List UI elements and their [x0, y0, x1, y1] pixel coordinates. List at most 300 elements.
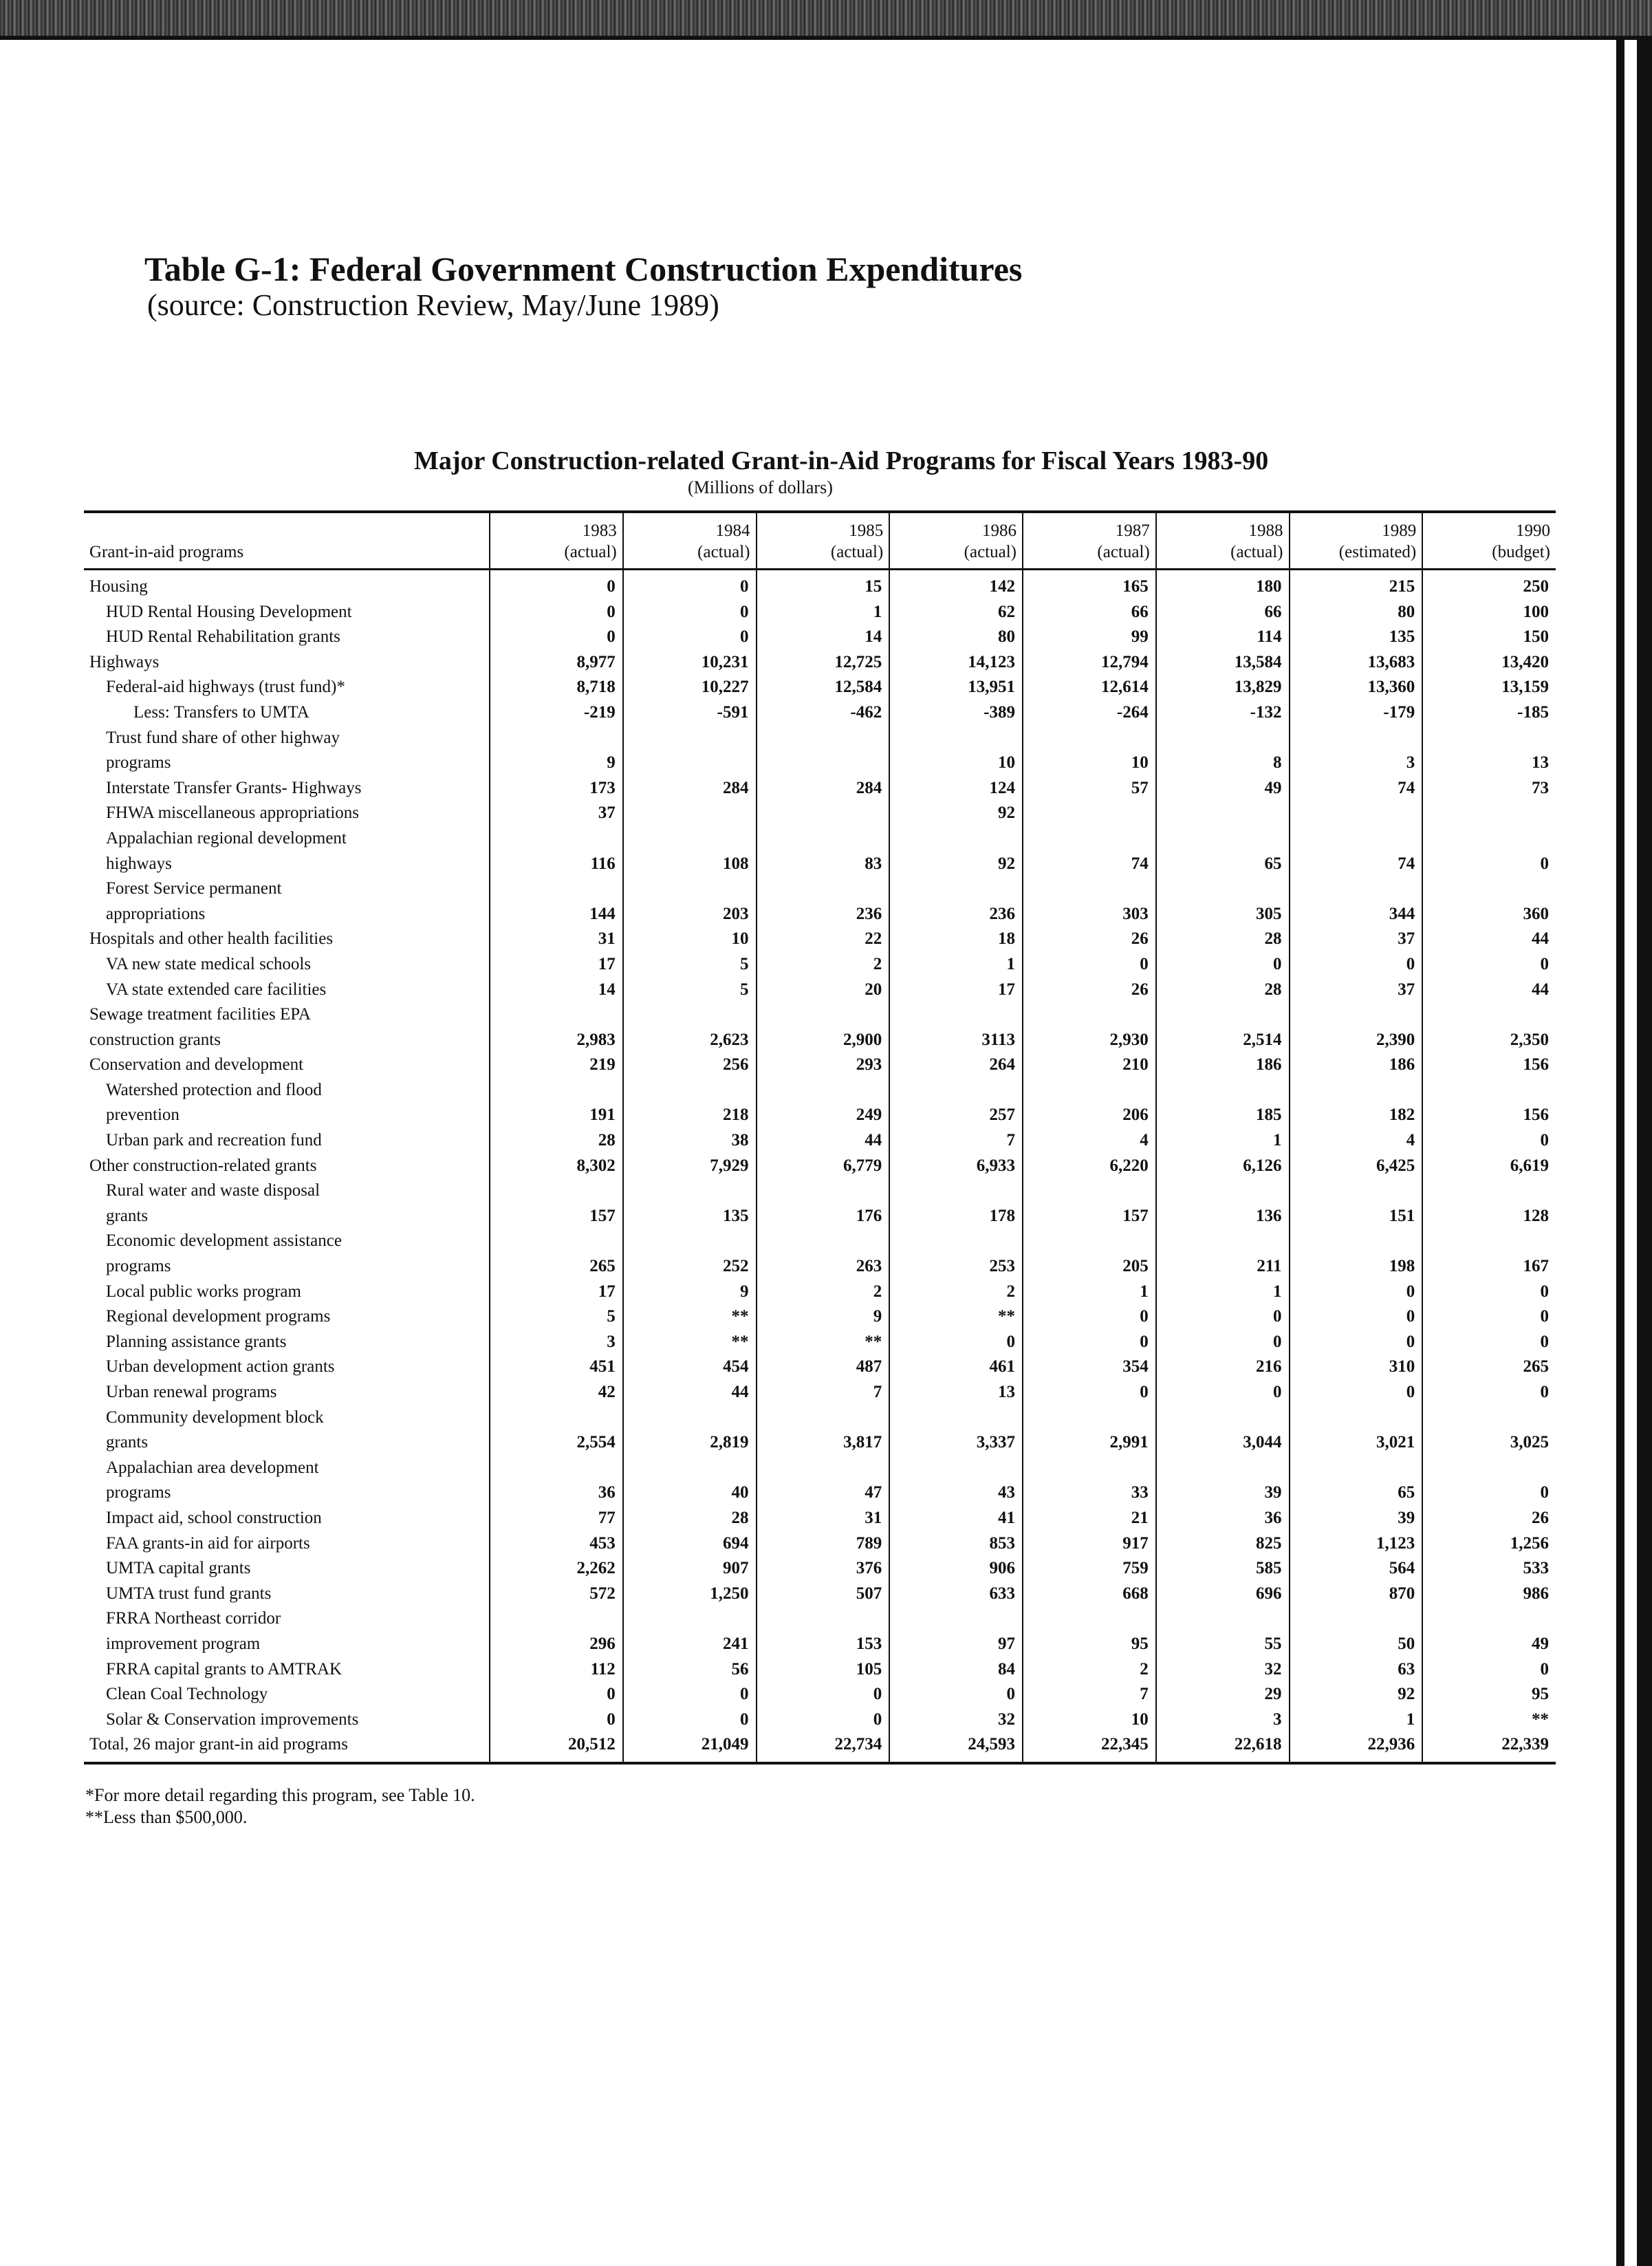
value-cell: 42 — [490, 1380, 623, 1405]
value-cell: 9 — [490, 751, 623, 776]
value-cell: 0 — [1023, 1330, 1156, 1355]
value-cell: 36 — [1156, 1506, 1290, 1531]
value-cell — [757, 826, 890, 852]
row-label: FAA grants-in aid for airports — [106, 1533, 310, 1553]
value-cell: 0 — [490, 625, 623, 650]
value-cell — [889, 1002, 1023, 1028]
row-label: programs — [106, 1483, 171, 1502]
value-cell: 17 — [490, 1280, 623, 1305]
value-cell: 2,514 — [1156, 1028, 1290, 1053]
value-cell: 9 — [757, 1304, 890, 1330]
value-cell: 533 — [1422, 1556, 1556, 1582]
value-cell: 22,339 — [1422, 1732, 1556, 1763]
value-cell: 198 — [1290, 1254, 1423, 1280]
row-label: Conservation and development — [89, 1055, 304, 1075]
value-cell: 2,623 — [623, 1028, 757, 1053]
value-cell: 14,123 — [889, 650, 1023, 676]
value-cell — [1422, 1456, 1556, 1481]
table-body — [84, 570, 1556, 1763]
table-row — [84, 570, 1556, 600]
value-cell: 12,584 — [757, 675, 890, 700]
value-cell: 4 — [1290, 1128, 1423, 1154]
value-cell: 249 — [757, 1103, 890, 1128]
value-cell: 4 — [1023, 1128, 1156, 1154]
table-row — [84, 1430, 1556, 1456]
value-cell — [757, 1229, 890, 1254]
value-cell — [623, 826, 757, 852]
value-cell: 1 — [757, 600, 890, 625]
value-cell: 668 — [1023, 1582, 1156, 1607]
value-cell: 22,345 — [1023, 1732, 1156, 1763]
value-cell: ** — [623, 1304, 757, 1330]
value-cell: 5 — [623, 952, 757, 978]
value-cell — [1023, 1405, 1156, 1431]
value-cell — [623, 876, 757, 902]
value-cell — [1422, 801, 1556, 826]
table-row — [84, 1606, 1556, 1632]
table-header — [84, 512, 1556, 570]
value-cell: 13,951 — [889, 675, 1023, 700]
value-cell: 7 — [1023, 1682, 1156, 1707]
value-cell: 13 — [889, 1380, 1023, 1405]
value-cell: 12,794 — [1023, 650, 1156, 676]
value-cell — [1023, 1078, 1156, 1103]
row-label: Urban development action grants — [106, 1357, 335, 1377]
value-cell — [1422, 1606, 1556, 1632]
table-row — [84, 1657, 1556, 1683]
value-cell: 66 — [1023, 600, 1156, 625]
row-label: programs — [106, 1257, 171, 1276]
value-cell: 0 — [1422, 1480, 1556, 1506]
value-cell: 0 — [1290, 1330, 1423, 1355]
value-cell — [490, 1002, 623, 1028]
row-label: programs — [106, 753, 171, 773]
value-cell — [1290, 876, 1423, 902]
row-label: Solar & Conservation improvements — [106, 1709, 359, 1729]
value-cell: 250 — [1422, 570, 1556, 600]
value-cell: 66 — [1156, 600, 1290, 625]
value-cell — [623, 1229, 757, 1254]
year-column-header — [889, 512, 1023, 570]
value-cell: 37 — [1290, 978, 1423, 1003]
row-label: Appalachian area development — [106, 1458, 319, 1477]
value-cell: 80 — [1290, 600, 1423, 625]
table-row — [84, 650, 1556, 676]
value-cell: 8,718 — [490, 675, 623, 700]
value-cell: 3113 — [889, 1028, 1023, 1053]
table-row — [84, 1480, 1556, 1506]
value-cell: 185 — [1156, 1103, 1290, 1128]
value-cell: 56 — [623, 1657, 757, 1683]
value-cell: 1,123 — [1290, 1531, 1423, 1557]
value-cell: 284 — [623, 776, 757, 801]
table-row — [84, 1178, 1556, 1204]
value-cell: 5 — [623, 978, 757, 1003]
value-cell: 215 — [1290, 570, 1423, 600]
value-cell: ** — [1422, 1707, 1556, 1733]
value-cell: 50 — [1290, 1632, 1423, 1657]
value-cell — [1156, 1178, 1290, 1204]
value-cell: 0 — [1422, 1128, 1556, 1154]
value-cell: 461 — [889, 1355, 1023, 1380]
value-cell: 257 — [889, 1103, 1023, 1128]
value-cell: 3 — [1156, 1707, 1290, 1733]
row-label: Economic development assistance — [106, 1231, 342, 1251]
value-cell: 0 — [623, 570, 757, 600]
value-cell: 135 — [623, 1204, 757, 1229]
value-cell: 186 — [1156, 1053, 1290, 1078]
value-cell: 28 — [1156, 927, 1290, 952]
value-cell: 191 — [490, 1103, 623, 1128]
table-row — [84, 600, 1556, 625]
value-cell — [889, 1078, 1023, 1103]
value-cell: 0 — [1290, 1304, 1423, 1330]
value-cell: 8,302 — [490, 1154, 623, 1179]
value-cell: 907 — [623, 1556, 757, 1582]
value-cell — [1422, 726, 1556, 751]
value-cell — [490, 1078, 623, 1103]
value-cell — [1023, 826, 1156, 852]
value-cell: 17 — [490, 952, 623, 978]
value-cell: 354 — [1023, 1355, 1156, 1380]
value-cell: 0 — [1290, 1280, 1423, 1305]
value-cell — [1290, 1606, 1423, 1632]
value-cell: 44 — [1422, 927, 1556, 952]
value-cell: 49 — [1156, 776, 1290, 801]
value-cell: 7 — [889, 1128, 1023, 1154]
column-year: 1984 — [715, 521, 750, 540]
value-cell: 3 — [490, 1330, 623, 1355]
value-cell: 694 — [623, 1531, 757, 1557]
value-cell: 15 — [757, 570, 890, 600]
value-cell: 0 — [623, 625, 757, 650]
table-row — [84, 1556, 1556, 1582]
value-cell: 37 — [1290, 927, 1423, 952]
value-cell: 917 — [1023, 1531, 1156, 1557]
value-cell: 40 — [623, 1480, 757, 1506]
year-column-header — [757, 512, 890, 570]
value-cell — [1156, 1456, 1290, 1481]
row-label: HUD Rental Rehabilitation grants — [106, 627, 340, 647]
value-cell: 74 — [1290, 852, 1423, 877]
table-row — [84, 1280, 1556, 1305]
value-cell — [1156, 801, 1290, 826]
value-cell: 63 — [1290, 1657, 1423, 1683]
year-column-header — [1156, 512, 1290, 570]
value-cell: 572 — [490, 1582, 623, 1607]
value-cell: 252 — [623, 1254, 757, 1280]
value-cell: 206 — [1023, 1103, 1156, 1128]
value-cell — [1156, 1405, 1290, 1431]
value-cell: 0 — [757, 1707, 890, 1733]
table-row — [84, 1002, 1556, 1028]
table-title: Major Construction-related Grant-in-Aid Programs for Fiscal Years 1983-90 — [414, 446, 1269, 475]
value-cell — [623, 1002, 757, 1028]
value-cell: 13,420 — [1422, 650, 1556, 676]
value-cell: 10,227 — [623, 675, 757, 700]
value-cell: ** — [757, 1330, 890, 1355]
value-cell: 2,900 — [757, 1028, 890, 1053]
value-cell: 6,619 — [1422, 1154, 1556, 1179]
value-cell: 236 — [889, 902, 1023, 927]
row-label: Forest Service permanent — [106, 879, 282, 898]
value-cell: 203 — [623, 902, 757, 927]
value-cell: 95 — [1422, 1682, 1556, 1707]
value-cell: 216 — [1156, 1355, 1290, 1380]
value-cell: 32 — [1156, 1657, 1290, 1683]
value-cell — [1290, 801, 1423, 826]
value-cell: 0 — [1290, 1380, 1423, 1405]
value-cell: ** — [623, 1330, 757, 1355]
value-cell — [889, 1456, 1023, 1481]
value-cell — [1422, 1002, 1556, 1028]
column-year: 1990 — [1516, 521, 1550, 540]
value-cell: 256 — [623, 1053, 757, 1078]
value-cell: 13,584 — [1156, 650, 1290, 676]
row-label: Less: Transfers to UMTA — [133, 702, 309, 722]
table-row — [84, 1355, 1556, 1380]
value-cell: 0 — [623, 1707, 757, 1733]
value-cell: 20,512 — [490, 1732, 623, 1763]
value-cell: 57 — [1023, 776, 1156, 801]
row-label: construction grants — [89, 1030, 221, 1049]
value-cell — [490, 1405, 623, 1431]
value-cell — [1156, 726, 1290, 751]
value-cell: 6,933 — [889, 1154, 1023, 1179]
value-cell: 219 — [490, 1053, 623, 1078]
value-cell: 1,256 — [1422, 1531, 1556, 1557]
value-cell — [889, 726, 1023, 751]
value-cell: 986 — [1422, 1582, 1556, 1607]
column-year: 1983 — [582, 521, 617, 540]
value-cell — [757, 1078, 890, 1103]
row-label: FRRA Northeast corridor — [106, 1609, 281, 1628]
value-cell — [757, 1405, 890, 1431]
value-cell: 156 — [1422, 1053, 1556, 1078]
value-cell: 13,683 — [1290, 650, 1423, 676]
value-cell: 95 — [1023, 1632, 1156, 1657]
value-cell: 264 — [889, 1053, 1023, 1078]
value-cell: 633 — [889, 1582, 1023, 1607]
value-cell: 39 — [1156, 1480, 1290, 1506]
value-cell: 128 — [1422, 1204, 1556, 1229]
value-cell: 2,390 — [1290, 1028, 1423, 1053]
value-cell: 97 — [889, 1632, 1023, 1657]
value-cell — [1023, 1229, 1156, 1254]
table-row — [84, 978, 1556, 1003]
value-cell: 10 — [623, 927, 757, 952]
row-label: Interstate Transfer Grants- Highways — [106, 778, 362, 797]
row-label: HUD Rental Housing Development — [106, 602, 352, 621]
value-cell: -179 — [1290, 700, 1423, 726]
value-cell: 14 — [757, 625, 890, 650]
value-cell: 186 — [1290, 1053, 1423, 1078]
value-cell: 0 — [757, 1682, 890, 1707]
value-cell: 33 — [1023, 1480, 1156, 1506]
value-cell: 65 — [1290, 1480, 1423, 1506]
row-label: VA new state medical schools — [106, 954, 312, 973]
value-cell — [623, 726, 757, 751]
value-cell: 3,817 — [757, 1430, 890, 1456]
value-cell — [1023, 1002, 1156, 1028]
value-cell: 0 — [1156, 1330, 1290, 1355]
value-cell — [1290, 1456, 1423, 1481]
value-cell: 9 — [623, 1280, 757, 1305]
row-label: Regional development programs — [106, 1307, 331, 1326]
value-cell: 74 — [1290, 776, 1423, 801]
table-row — [84, 700, 1556, 726]
value-cell: 26 — [1023, 927, 1156, 952]
value-cell: 2,819 — [623, 1430, 757, 1456]
column-year: 1985 — [849, 521, 884, 540]
year-column-header — [623, 512, 757, 570]
value-cell — [757, 751, 890, 776]
value-cell: 21,049 — [623, 1732, 757, 1763]
value-cell — [1023, 1456, 1156, 1481]
row-label: appropriations — [106, 904, 206, 923]
value-cell: 0 — [1023, 1380, 1156, 1405]
column-note: (estimated) — [1338, 543, 1417, 561]
value-cell: 10,231 — [623, 650, 757, 676]
table-row — [84, 826, 1556, 852]
value-cell: 6,425 — [1290, 1154, 1423, 1179]
value-cell — [1290, 1178, 1423, 1204]
value-cell: 151 — [1290, 1204, 1423, 1229]
value-cell: 26 — [1023, 978, 1156, 1003]
table-row — [84, 1380, 1556, 1405]
table-row — [84, 625, 1556, 650]
value-cell — [1422, 1229, 1556, 1254]
value-cell: 303 — [1023, 902, 1156, 927]
value-cell: 176 — [757, 1204, 890, 1229]
value-cell: 10 — [889, 751, 1023, 776]
table-row — [84, 1632, 1556, 1657]
scan-right-edge-outer — [1637, 40, 1652, 2266]
table-row — [84, 952, 1556, 978]
value-cell: 253 — [889, 1254, 1023, 1280]
value-cell: 0 — [1422, 1657, 1556, 1683]
value-cell — [889, 876, 1023, 902]
value-cell: 77 — [490, 1506, 623, 1531]
value-cell: 12,614 — [1023, 675, 1156, 700]
value-cell: 3,021 — [1290, 1430, 1423, 1456]
value-cell: 31 — [757, 1506, 890, 1531]
value-cell: 2 — [757, 952, 890, 978]
row-label: FHWA miscellaneous appropriations — [106, 803, 359, 823]
value-cell — [490, 876, 623, 902]
table-row — [84, 1732, 1556, 1763]
value-cell: 0 — [1023, 1304, 1156, 1330]
footnote-single-asterisk: *For more detail regarding this program, see Table 10. — [85, 1785, 475, 1805]
document-title: Table G-1: Federal Government Construction Expenditures — [144, 250, 1023, 288]
value-cell: 376 — [757, 1556, 890, 1582]
value-cell: 13,159 — [1422, 675, 1556, 700]
value-cell — [757, 1456, 890, 1481]
value-cell: 124 — [889, 776, 1023, 801]
table-row — [84, 1405, 1556, 1431]
value-cell: 182 — [1290, 1103, 1423, 1128]
table-row — [84, 1103, 1556, 1128]
value-cell — [757, 726, 890, 751]
value-cell: 585 — [1156, 1556, 1290, 1582]
value-cell — [1422, 1078, 1556, 1103]
row-label: Impact aid, school construction — [106, 1508, 322, 1527]
value-cell — [490, 1178, 623, 1204]
value-cell — [889, 1606, 1023, 1632]
value-cell: 3,025 — [1422, 1430, 1556, 1456]
value-cell: 13,829 — [1156, 675, 1290, 700]
row-label: Urban park and recreation fund — [106, 1131, 322, 1150]
value-cell: ** — [889, 1304, 1023, 1330]
value-cell — [889, 1178, 1023, 1204]
value-cell — [1422, 1405, 1556, 1431]
value-cell: 178 — [889, 1204, 1023, 1229]
value-cell: 31 — [490, 927, 623, 952]
scan-right-edge — [1616, 40, 1624, 2266]
value-cell — [757, 1002, 890, 1028]
value-cell: 265 — [1422, 1355, 1556, 1380]
table-row — [84, 1154, 1556, 1179]
row-label: Hospitals and other health facilities — [89, 929, 334, 949]
value-cell: 2,991 — [1023, 1430, 1156, 1456]
value-cell: 14 — [490, 978, 623, 1003]
value-cell: 825 — [1156, 1531, 1290, 1557]
table-row — [84, 801, 1556, 826]
grant-programs-table — [84, 510, 1556, 1765]
value-cell: 0 — [1023, 952, 1156, 978]
value-cell: 0 — [1422, 1330, 1556, 1355]
value-cell — [1156, 1078, 1290, 1103]
value-cell: 13,360 — [1290, 675, 1423, 700]
row-label: Community development block — [106, 1407, 324, 1427]
row-label: Local public works program — [106, 1282, 301, 1301]
value-cell — [1290, 826, 1423, 852]
value-cell: 29 — [1156, 1682, 1290, 1707]
year-column-header — [1422, 512, 1556, 570]
row-label: prevention — [106, 1105, 180, 1125]
value-cell: 62 — [889, 600, 1023, 625]
value-cell: 241 — [623, 1632, 757, 1657]
value-cell: 2,350 — [1422, 1028, 1556, 1053]
value-cell: 99 — [1023, 625, 1156, 650]
column-note: (budget) — [1492, 543, 1550, 561]
value-cell: 2 — [889, 1280, 1023, 1305]
value-cell: 236 — [757, 902, 890, 927]
value-cell: 451 — [490, 1355, 623, 1380]
value-cell — [623, 1078, 757, 1103]
value-cell: 6,220 — [1023, 1154, 1156, 1179]
value-cell: 0 — [623, 600, 757, 625]
column-note: (actual) — [564, 543, 617, 561]
table-row — [84, 1304, 1556, 1330]
row-label: grants — [106, 1206, 149, 1225]
value-cell: 454 — [623, 1355, 757, 1380]
value-cell: 453 — [490, 1531, 623, 1557]
row-label: FRRA capital grants to AMTRAK — [106, 1659, 343, 1679]
value-cell — [1290, 726, 1423, 751]
footnote-double-asterisk: **Less than $500,000. — [85, 1807, 248, 1827]
value-cell: 0 — [1422, 1280, 1556, 1305]
value-cell: 32 — [889, 1707, 1023, 1733]
value-cell: 2 — [757, 1280, 890, 1305]
table-row — [84, 1028, 1556, 1053]
value-cell: 3,337 — [889, 1430, 1023, 1456]
value-cell: 344 — [1290, 902, 1423, 927]
value-cell: 92 — [1290, 1682, 1423, 1707]
value-cell: 74 — [1023, 852, 1156, 877]
value-cell: 8 — [1156, 751, 1290, 776]
value-cell — [490, 826, 623, 852]
